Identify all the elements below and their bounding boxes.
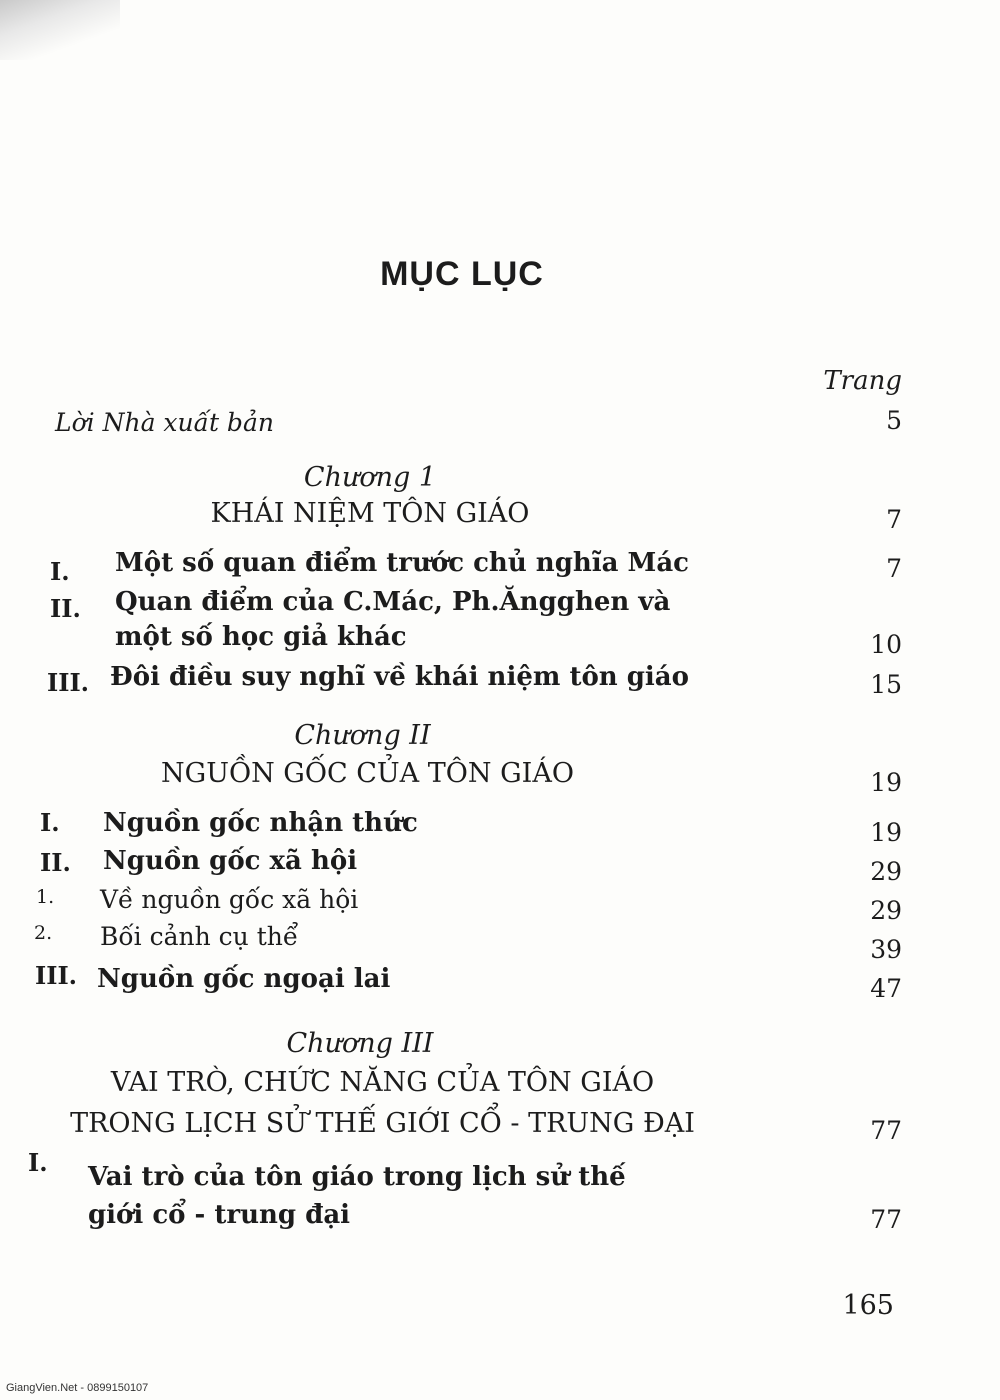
chapter3-title: VAI TRÒ, CHỨC NĂNG CỦA TÔN GIÁO (110, 1067, 655, 1098)
toc-item-roman: I. (50, 557, 70, 586)
toc-item-page: 19 (870, 818, 902, 847)
chapter2-page: 19 (870, 768, 902, 797)
toc-item-text: Nguồn gốc nhận thức (103, 808, 418, 838)
toc-subitem-text: Về nguồn gốc xã hội (100, 885, 359, 914)
toc-item-text: Nguồn gốc ngoại lai (97, 964, 391, 994)
toc-item-roman: I. (28, 1148, 48, 1177)
chapter3-page: 77 (870, 1116, 902, 1145)
toc-item-text: Vai trò của tôn giáo trong lịch sử thế (88, 1162, 626, 1192)
chapter3-label: Chương III (286, 1028, 434, 1059)
page-title: MỤC LỤC (380, 255, 544, 293)
toc-item-page: 77 (870, 1205, 902, 1234)
toc-item-roman: II. (50, 594, 81, 623)
toc-item-roman: I. (40, 808, 60, 837)
preface-label: Lời Nhà xuất bản (55, 408, 274, 437)
toc-item-text-cont: một số học giả khác (115, 622, 407, 652)
toc-item-text: Nguồn gốc xã hội (103, 846, 358, 876)
toc-subitem-text: Bối cảnh cụ thể (100, 922, 299, 951)
toc-subitem-number: 2. (34, 922, 53, 944)
toc-subitem-number: 1. (36, 886, 55, 908)
chapter2-label: Chương II (294, 720, 431, 751)
chapter2-title: NGUỒN GỐC CỦA TÔN GIÁO (161, 758, 574, 789)
chapter3-title-cont: TRONG LỊCH SỬ THẾ GIỚI CỔ - TRUNG ĐẠI (70, 1108, 695, 1139)
chapter1-title: KHÁI NIỆM TÔN GIÁO (210, 498, 530, 529)
toc-item-roman: III. (47, 668, 90, 697)
toc-item-roman: II. (40, 848, 71, 877)
toc-item-text: Đôi điều suy nghĩ về khái niệm tôn giáo (110, 662, 689, 692)
toc-item-text: Quan điểm của C.Mác, Ph.Ăngghen và (115, 587, 671, 617)
page-number: 165 (842, 1290, 894, 1321)
page-corner-shadow (0, 0, 120, 60)
toc-item-page: 29 (870, 857, 902, 886)
footer-watermark: GiangVien.Net - 0899150107 (6, 1382, 149, 1394)
chapter1-label: Chương 1 (303, 462, 437, 493)
toc-item-page: 47 (870, 974, 902, 1003)
chapter1-page: 7 (886, 505, 902, 534)
toc-item-page: 39 (870, 935, 902, 964)
toc-item-text: Một số quan điểm trước chủ nghĩa Mác (115, 548, 690, 578)
page-column-label: Trang (823, 366, 902, 396)
toc-item-roman: III. (35, 961, 78, 990)
toc-item-text-cont: giới cổ - trung đại (88, 1200, 351, 1230)
toc-item-page: 7 (886, 554, 902, 583)
preface-page: 5 (886, 406, 902, 435)
toc-item-page: 29 (870, 896, 902, 925)
toc-item-page: 10 (870, 630, 902, 659)
toc-item-page: 15 (870, 670, 902, 699)
